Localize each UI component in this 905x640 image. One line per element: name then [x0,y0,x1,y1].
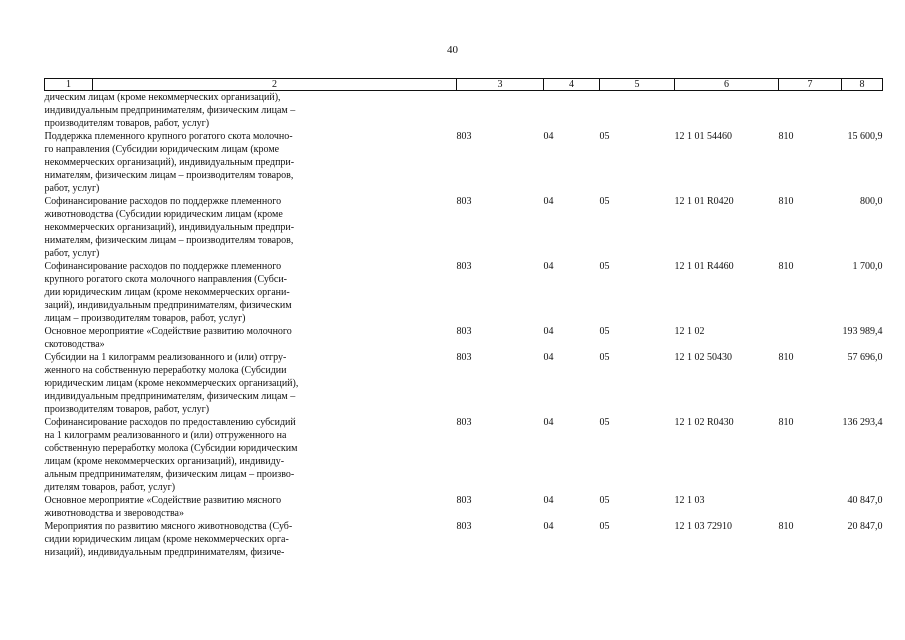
description-line: собственную переработку молока (Субсидии юридическим [44,443,298,454]
description-line: работ, услуг) [44,248,100,259]
section-cell: 04 [543,352,554,363]
table-row [45,520,883,559]
subsection-cell: 05 [599,131,610,142]
description-line: на 1 килограмм реализованного и (или) отгруженного на [44,430,287,441]
section-cell: 04 [543,131,554,142]
description-cell [45,260,457,325]
description-line: дическим лицам (кроме некоммерческих организаций), [44,92,281,103]
target-article-cell: 12 1 03 72910 [674,521,732,532]
description-line: Основное мероприятие «Содействие развитию молочного [44,326,292,337]
description-line: лицам (кроме некоммерческих организаций), индивиду- [44,456,285,467]
admin-code-cell: 803 [456,521,472,532]
page-number: 40 [447,44,458,56]
subsection-cell: 05 [599,196,610,207]
table-row [45,91,883,131]
table-row [45,416,883,494]
target-article-cell: 12 1 01 R0420 [674,196,734,207]
amount-cell [842,91,883,131]
description-line: производителям товаров, работ, услуг) [44,404,210,415]
description-line: Софинансирование расходов по поддержке племенного [44,196,282,207]
admin-code-cell: 803 [456,417,472,428]
description-cell [45,494,457,520]
description-line: животноводства (Субсидии юридическим лицам (кроме [44,209,283,220]
column-header-8: 8 [842,79,883,91]
table-row [45,130,883,195]
description-cell [45,195,457,260]
description-line: дии юридическим лицам (кроме некоммерческих органи- [44,287,290,298]
target-article-cell: 12 1 01 R4460 [674,261,734,272]
description-line: нимателям, физическим лицам – производителям товаров, [44,170,294,181]
subsection-cell: 05 [599,495,610,506]
description-line: дителям товаров, работ, услуг) [44,482,176,493]
description-line: Софинансирование расходов по предоставлению субсидий [44,417,296,428]
section-cell: 04 [543,326,554,337]
expense-type-cell: 810 [778,417,794,428]
budget-table [44,78,883,559]
expense-type-cell: 810 [778,131,794,142]
section-cell: 04 [543,417,554,428]
description-line: крупного рогатого скота молочного направления (Субси- [44,274,287,285]
expense-type-cell: 810 [778,521,794,532]
description-cell [45,325,457,351]
description-cell [45,91,457,131]
description-line: скотоводства» [44,339,105,350]
description-line: го направления (Субсидии юридическим лицам (кроме [44,144,280,155]
description-cell [45,351,457,416]
description-line: сидии юридическим лицам (кроме некоммерческих орга- [44,534,289,545]
description-line: Субсидии на 1 килограмм реализованного и (или) отгру- [44,352,287,363]
table-body [45,91,883,560]
description-cell [45,520,457,559]
description-line: лицам – производителям товаров, работ, услуг) [44,313,246,324]
table-row [45,260,883,325]
table-row [45,195,883,260]
amount-cell: 1 700,0 [852,261,883,272]
description-line: Мероприятия по развитию мясного животноводства (Суб- [44,521,293,532]
column-header-6: 6 [675,79,779,91]
expense-type-cell [779,494,842,520]
description-cell [45,130,457,195]
description-line: индивидуальным предпринимателям, физическим лицам – [44,391,296,402]
description-line: некоммерческих организаций), индивидуальным предпри- [44,222,295,233]
description-line: животноводства и звероводства» [44,508,184,519]
subsection-cell: 05 [599,261,610,272]
description-line: Поддержка племенного крупного рогатого скота молочно- [44,131,293,142]
subsection-cell [600,91,675,131]
target-article-cell: 12 1 03 [674,495,705,506]
admin-code-cell: 803 [456,196,472,207]
target-article-cell: 12 1 02 [674,326,705,337]
section-cell: 04 [543,521,554,532]
amount-cell: 136 293,4 [842,417,883,428]
description-line: некоммерческих организаций), индивидуальным предпри- [44,157,295,168]
description-line: нимателям, физическим лицам – производителям товаров, [44,235,294,246]
column-header-7: 7 [779,79,842,91]
expense-type-cell [779,91,842,131]
amount-cell: 40 847,0 [847,495,883,506]
amount-cell: 15 600,9 [847,131,883,142]
admin-code-cell: 803 [456,131,472,142]
description-line: работ, услуг) [44,183,100,194]
target-article-cell [675,91,779,131]
table-row [45,351,883,416]
subsection-cell: 05 [599,417,610,428]
expense-type-cell: 810 [778,196,794,207]
target-article-cell: 12 1 02 50430 [674,352,732,363]
admin-code-cell: 803 [456,261,472,272]
section-cell: 04 [543,196,554,207]
admin-code-cell: 803 [456,495,472,506]
column-header-3: 3 [457,79,544,91]
description-cell [45,416,457,494]
expense-type-cell [779,325,842,351]
header-row [45,79,883,91]
description-line: производителям товаров, работ, услуг) [44,118,210,129]
admin-code-cell [457,91,544,131]
description-line: женного на собственную переработку молока (Субсидии [44,365,287,376]
description-line: индивидуальным предпринимателям, физическим лицам – [44,105,296,116]
admin-code-cell: 803 [456,352,472,363]
column-header-5: 5 [600,79,675,91]
amount-cell: 57 696,0 [847,352,883,363]
column-header-4: 4 [544,79,600,91]
amount-cell: 20 847,0 [847,521,883,532]
description-line: альным предпринимателям, физическим лицам – произво- [44,469,295,480]
amount-cell: 193 989,4 [842,326,883,337]
description-line: низаций), индивидуальным предпринимателям, физиче- [44,547,285,558]
description-line: Софинансирование расходов по поддержке племенного [44,261,282,272]
target-article-cell: 12 1 01 54460 [674,131,732,142]
subsection-cell: 05 [599,326,610,337]
subsection-cell: 05 [599,521,610,532]
section-cell: 04 [543,495,554,506]
expense-type-cell: 810 [778,261,794,272]
expense-type-cell: 810 [778,352,794,363]
admin-code-cell: 803 [456,326,472,337]
description-line: заций), индивидуальным предпринимателям, физическим [44,300,292,311]
target-article-cell: 12 1 02 R0430 [674,417,734,428]
section-cell [544,91,600,131]
column-header-2: 2 [93,79,457,91]
section-cell: 04 [543,261,554,272]
description-line: Основное мероприятие «Содействие развитию мясного [44,495,282,506]
subsection-cell: 05 [599,352,610,363]
amount-cell: 800,0 [860,196,883,207]
column-header-1: 1 [45,79,93,91]
table-row [45,494,883,520]
table-row [45,325,883,351]
description-line: юридическим лицам (кроме некоммерческих организаций), [44,378,299,389]
